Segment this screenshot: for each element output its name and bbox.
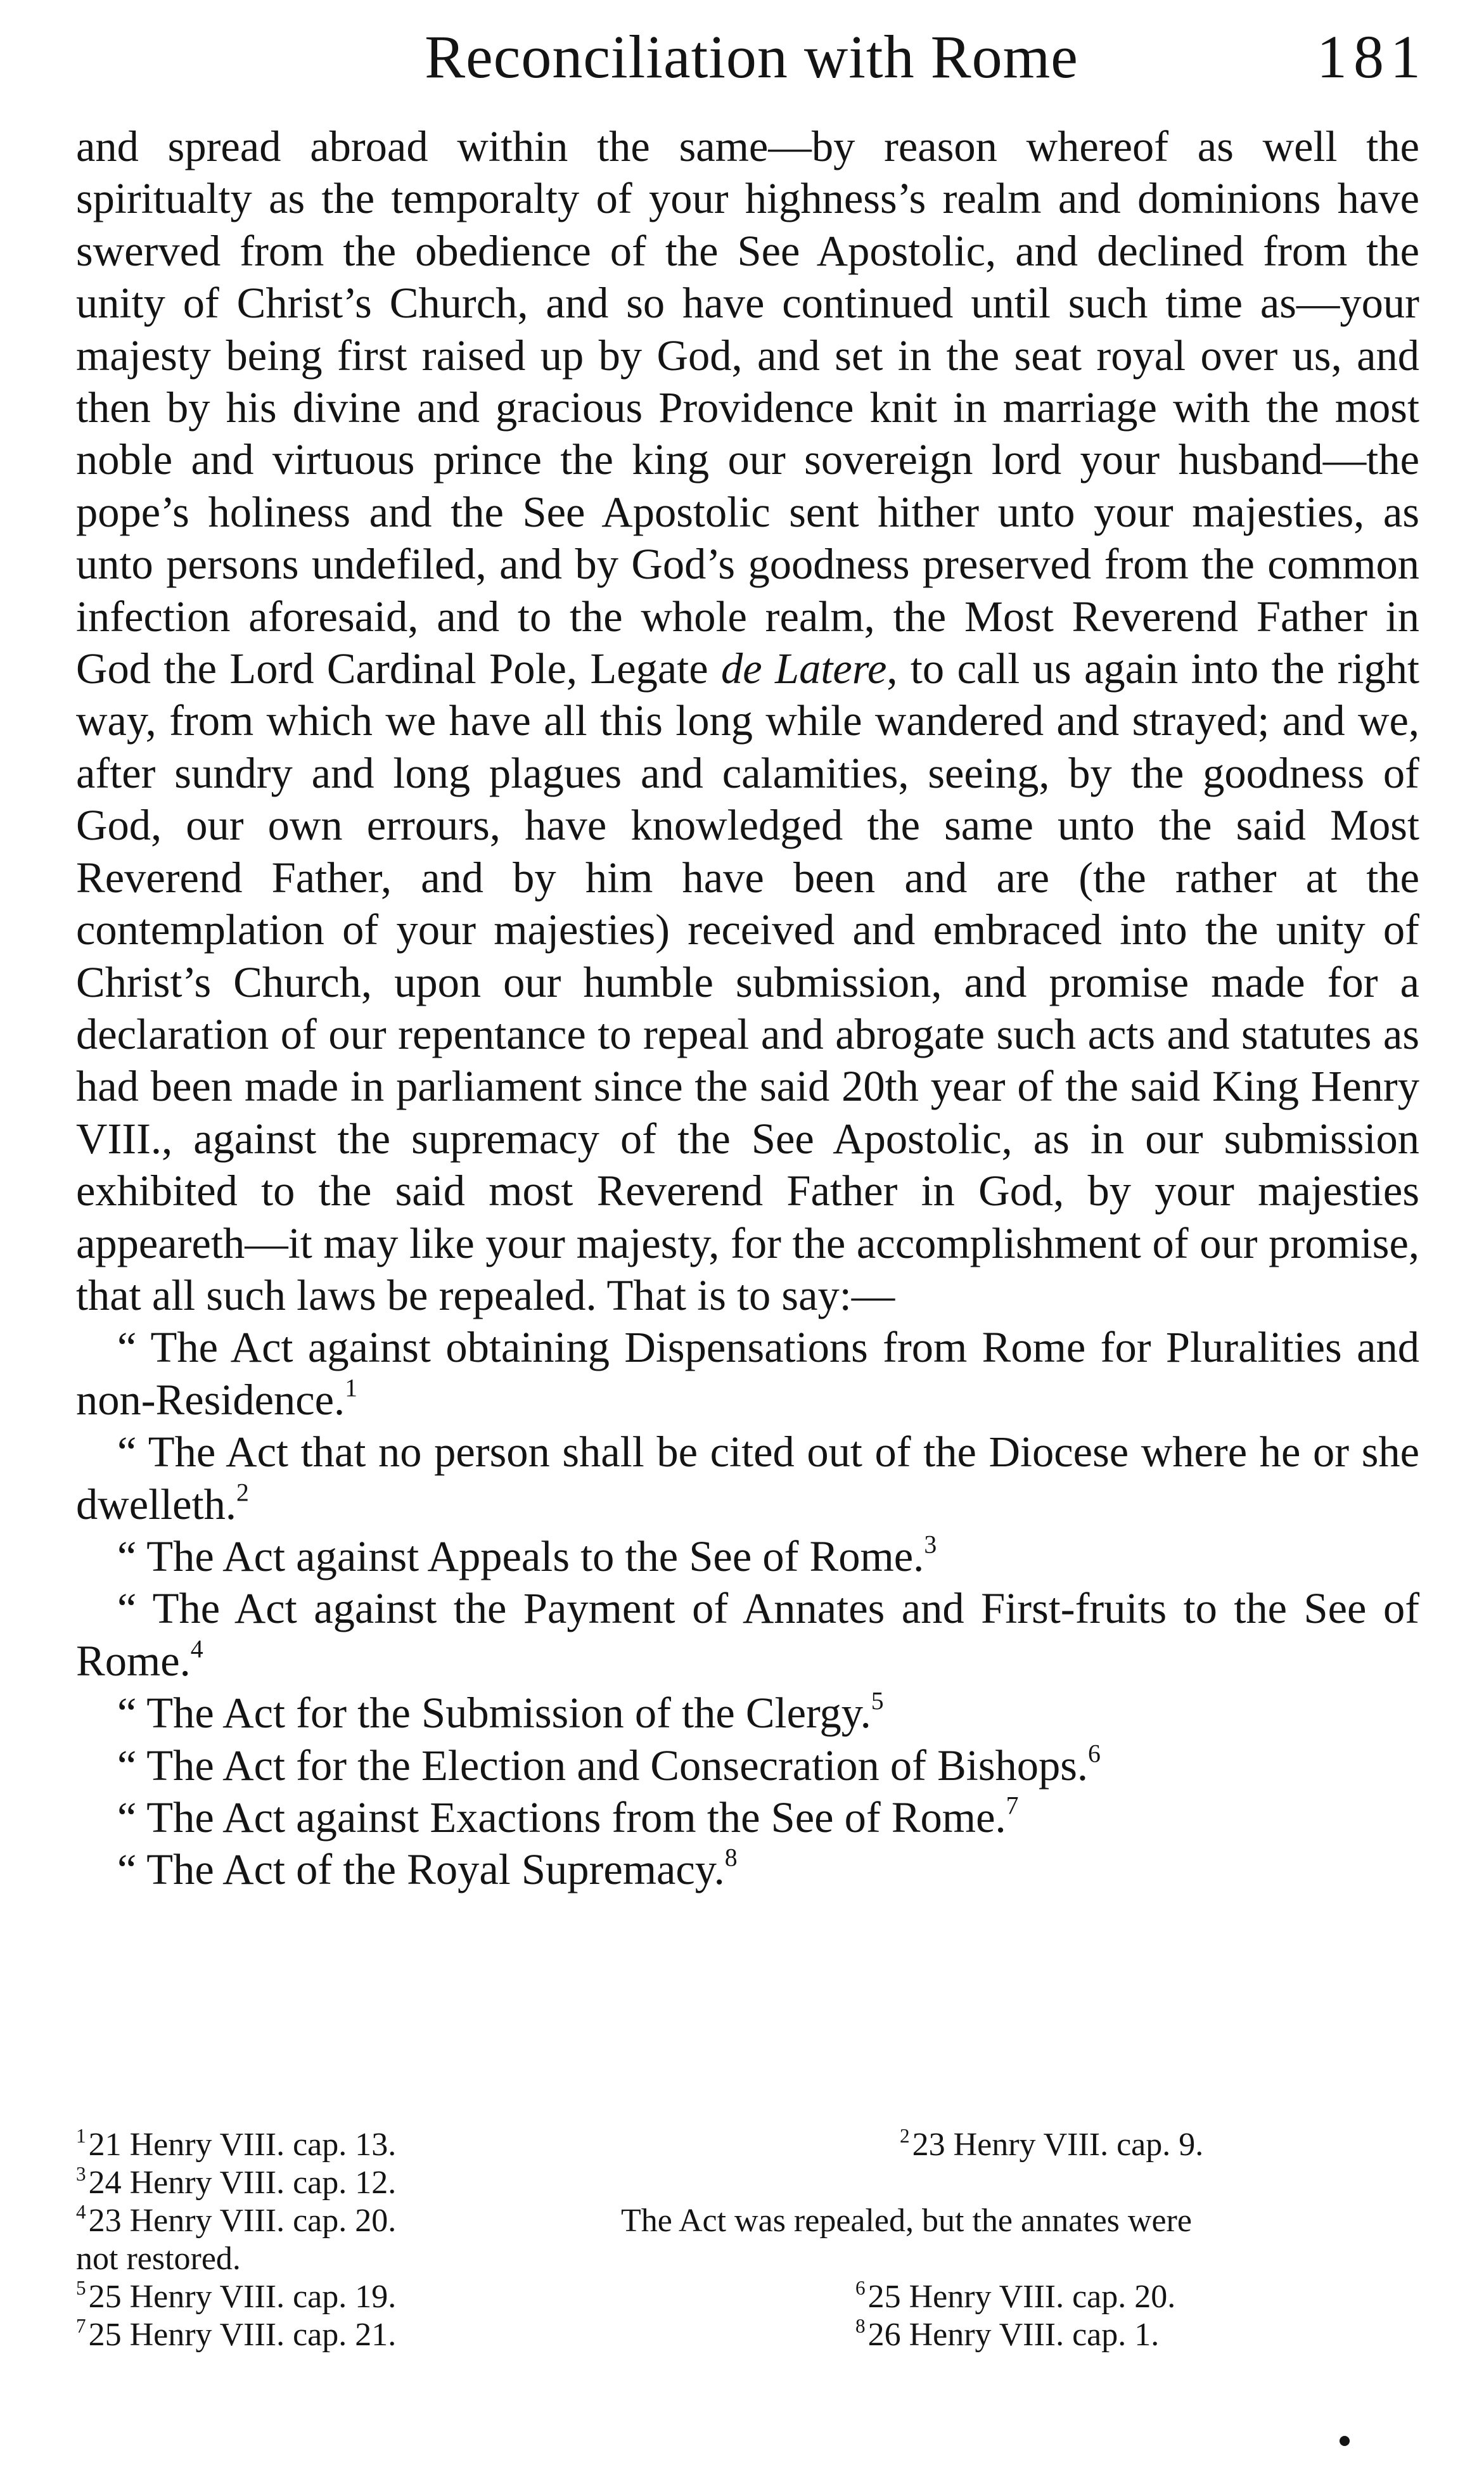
footnote-ref[interactable]: 5 xyxy=(871,1687,884,1715)
act-item xyxy=(76,1843,1419,1895)
footnote-text: 26 Henry VIII. cap. 1. xyxy=(867,2317,1160,2353)
act-text: “ The Act for the Election and Consecration of Bishops. xyxy=(117,1741,1089,1790)
footnote-text: 21 Henry VIII. cap. 13. xyxy=(88,2127,397,2163)
footnote xyxy=(76,2164,396,2202)
footnote-row xyxy=(76,2126,1419,2164)
act-item xyxy=(76,1791,1419,1843)
footnote xyxy=(76,2126,396,2164)
footnote-number: 3 xyxy=(76,2162,86,2185)
footnote-row xyxy=(76,2278,1419,2316)
act-text: “ The Act against obtaining Dispensations from Rome for Pluralities and non-Residence. xyxy=(76,1323,1419,1424)
act-text: “ The Act against Appeals to the See of Rome. xyxy=(117,1532,924,1580)
footnote xyxy=(76,2316,396,2354)
intro-text-after-italic: , to call us again into the right way, from which we have all this long while wandered and strayed; and we, after sundry and long plagues and calamities, seeing, by the goodness of God, our own errours, have knowledged the same unto the said Most Reverend Father, and by him have been and are (the rather at the contemplation of your majesties) received and embraced into the unity of Christ’s Church, upon our humble submission, and promise made for a declaration of our repentance to repeal and abrogate such acts and statutes as had been made in parliament since the said 20th year of the said King Henry VIII., against the supremacy of the See Apostolic, as in our submission exhibited to the said most Reverend Father in God, by your majesties appeareth—it may like your majesty, for the accomplishment of our promise, that all such laws be repealed. That is to say:— xyxy=(76,644,1419,1319)
intro-text-before-italic: and spread abroad within the same—by reason whereof as well the spiritualty as the temporalty of your highness’s realm and dominions have swerved from the obedience of the See Apostolic, and declined from the unity of Christ’s Church, and so have continued until such time as—your majesty being first raised up by God, and set in the seat royal over us, and then by his divine and gracious Providence knit in marriage with the most noble and virtuous prince the king our sovereign lord your husband—the pope’s holiness and the See Apostolic sent hither unto your majesties, as unto persons undefiled, and by God’s goodness preserved from the common infection aforesaid, and to the whole realm, the Most Reverend Father in God the Lord Cardinal Pole, Legate xyxy=(76,122,1419,693)
footnote-note: The Act was repealed, but the annates were xyxy=(621,2203,1192,2239)
footnote-number: 8 xyxy=(855,2314,866,2337)
act-text: “ The Act for the Submission of the Clergy. xyxy=(117,1689,871,1738)
footnote-note-continued: not restored. xyxy=(76,2241,241,2277)
footnote xyxy=(900,2126,1203,2164)
body-text xyxy=(76,120,1419,1896)
footnote xyxy=(76,2278,396,2316)
running-head xyxy=(76,19,1427,95)
footnote-text: 23 Henry VIII. cap. 9. xyxy=(912,2127,1204,2163)
footnote-text: 25 Henry VIII. cap. 21. xyxy=(88,2317,397,2353)
footnote-ref[interactable]: 7 xyxy=(1006,1791,1019,1820)
intro-paragraph xyxy=(76,120,1419,1321)
act-item xyxy=(76,1739,1419,1791)
footnote-ref[interactable]: 2 xyxy=(236,1478,249,1506)
footnotes xyxy=(76,2126,1419,2354)
footnote-number: 1 xyxy=(76,2124,86,2147)
footnote-text: 25 Henry VIII. cap. 20. xyxy=(867,2279,1176,2315)
footnote-ref[interactable]: 6 xyxy=(1088,1739,1101,1767)
act-item xyxy=(76,1530,1419,1582)
footnote-ref[interactable]: 3 xyxy=(924,1530,937,1559)
footnote-ref[interactable]: 1 xyxy=(345,1374,358,1402)
footnote-row xyxy=(76,2240,1419,2278)
running-title: Reconciliation with Rome xyxy=(425,23,1078,91)
footnote-number: 7 xyxy=(76,2314,86,2337)
footnote-row xyxy=(76,2316,1419,2354)
footnote xyxy=(855,2278,1175,2316)
footnote xyxy=(855,2316,1159,2354)
act-text: “ The Act of the Royal Supremacy. xyxy=(117,1845,725,1894)
footnote-number: 4 xyxy=(76,2200,86,2223)
act-text: “ The Act against Exactions from the See of Rome. xyxy=(117,1793,1006,1841)
act-item xyxy=(76,1582,1419,1687)
act-text: “ The Act that no person shall be cited out of the Diocese where he or she dwelleth. xyxy=(76,1428,1419,1528)
footnote-number: 6 xyxy=(855,2276,866,2299)
footnote-text: 25 Henry VIII. cap. 19. xyxy=(88,2279,397,2315)
page-number: 181 xyxy=(1317,23,1427,91)
italic-phrase: de Latere xyxy=(721,644,887,693)
footnote-number: 2 xyxy=(900,2124,910,2147)
footnote-row xyxy=(76,2164,1419,2202)
footnote-row xyxy=(76,2202,1419,2240)
ink-dot xyxy=(1340,2436,1350,2446)
act-text: “ The Act against the Payment of Annates and First-fruits to the See of Rome. xyxy=(76,1584,1419,1685)
act-item xyxy=(76,1426,1419,1530)
act-item xyxy=(76,1687,1419,1739)
act-item xyxy=(76,1321,1419,1426)
footnote-number: 5 xyxy=(76,2276,86,2299)
footnote-text: 24 Henry VIII. cap. 12. xyxy=(88,2165,397,2201)
footnote-text: 23 Henry VIII. cap. 20. xyxy=(88,2203,397,2239)
footnote-ref[interactable]: 8 xyxy=(724,1843,738,1872)
footnote-ref[interactable]: 4 xyxy=(190,1635,203,1663)
footnote xyxy=(76,2202,396,2240)
